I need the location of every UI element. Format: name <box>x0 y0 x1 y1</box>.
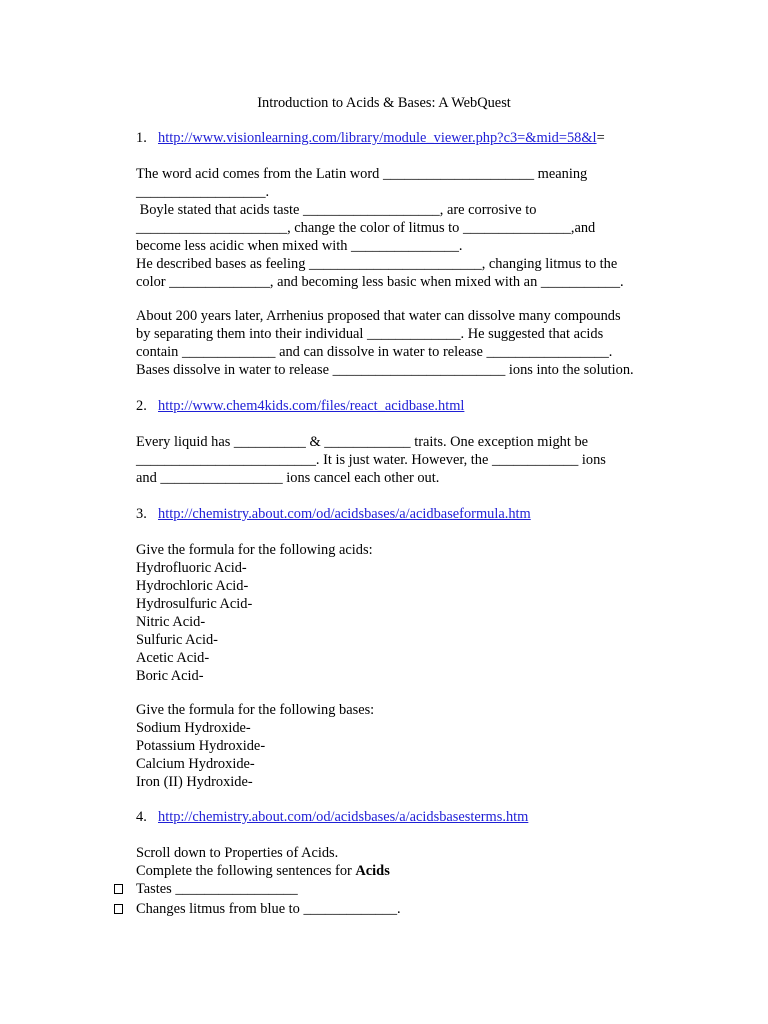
section-4-number: 4. <box>136 809 147 825</box>
section-1-link-text[interactable]: http://www.visionlearning.com/library/module_viewer.php?c3=&mid=58&l <box>158 130 597 146</box>
acid-item: Nitric Acid- <box>136 614 206 630</box>
section-1-line: _____________________, change the color of litmus to _______________,and <box>136 220 596 236</box>
section-1-link-suffix: = <box>596 130 605 146</box>
page-title: Introduction to Acids & Bases: A WebQuest <box>257 95 511 111</box>
arrhenius-paragraph-line: by separating them into their individual _____________. He suggested that acids <box>136 326 604 342</box>
section-4-link[interactable]: http://chemistry.about.com/od/acidsbases/a/acidsbasesterms.htm <box>158 809 529 825</box>
bases-heading: Give the formula for the following bases: <box>136 702 375 718</box>
acid-item: Hydrofluoric Acid- <box>136 560 247 576</box>
arrhenius-paragraph-line: contain _____________ and can dissolve in water to release _________________. <box>136 344 613 360</box>
acid-property-item: Changes litmus from blue to _____________. <box>136 901 401 917</box>
section-1-number: 1. <box>136 130 147 146</box>
arrhenius-paragraph-line: About 200 years later, Arrhenius proposed that water can dissolve many compounds <box>136 308 621 324</box>
section-1-line: __________________. <box>136 184 270 200</box>
acids-heading: Give the formula for the following acids: <box>136 542 373 558</box>
acid-item: Sulfuric Acid- <box>136 632 218 648</box>
acid-item: Hydrochloric Acid- <box>136 578 249 594</box>
acids-sentence-prefix: Complete the following sentences for <box>136 863 356 879</box>
section-1-line: color ______________, and becoming less basic when mixed with an ___________. <box>136 274 624 290</box>
section-2-number: 2. <box>136 398 147 414</box>
bullet-box-icon <box>114 884 123 894</box>
section-2-link[interactable]: http://www.chem4kids.com/files/react_acidbase.html <box>158 398 465 414</box>
base-item: Iron (II) Hydroxide- <box>136 774 253 790</box>
section-2-line: Every liquid has __________ & ____________ traits. One exception might be <box>136 434 589 450</box>
section-3-number: 3. <box>136 506 147 522</box>
section-2-line: _________________________. It is just water. However, the ____________ ions <box>136 452 606 468</box>
section-1-line: become less acidic when mixed with _______________. <box>136 238 463 254</box>
acid-item: Boric Acid- <box>136 668 204 684</box>
base-item: Sodium Hydroxide- <box>136 720 251 736</box>
acids-bold-label: Acids <box>355 863 390 879</box>
acid-item: Acetic Acid- <box>136 650 210 666</box>
section-1-line: The word acid comes from the Latin word _____________________ meaning <box>136 166 588 182</box>
bullet-box-icon <box>114 904 123 914</box>
section-1-link[interactable] <box>158 129 605 147</box>
section-1-line: Boyle stated that acids taste ___________________, are corrosive to <box>136 202 537 218</box>
acid-property-item: Tastes _________________ <box>136 881 298 897</box>
acid-item: Hydrosulfuric Acid- <box>136 596 253 612</box>
section-4-line: Scroll down to Properties of Acids. <box>136 845 339 861</box>
section-1-line: He described bases as feeling ________________________, changing litmus to the <box>136 256 618 272</box>
section-2-line: and _________________ ions cancel each other out. <box>136 470 440 486</box>
arrhenius-paragraph-line: Bases dissolve in water to release ________________________ ions into the solution. <box>136 362 634 378</box>
section-4-line <box>136 862 390 880</box>
base-item: Potassium Hydroxide- <box>136 738 266 754</box>
section-3-link[interactable]: http://chemistry.about.com/od/acidsbases/a/acidbaseformula.htm <box>158 506 531 522</box>
base-item: Calcium Hydroxide- <box>136 756 255 772</box>
